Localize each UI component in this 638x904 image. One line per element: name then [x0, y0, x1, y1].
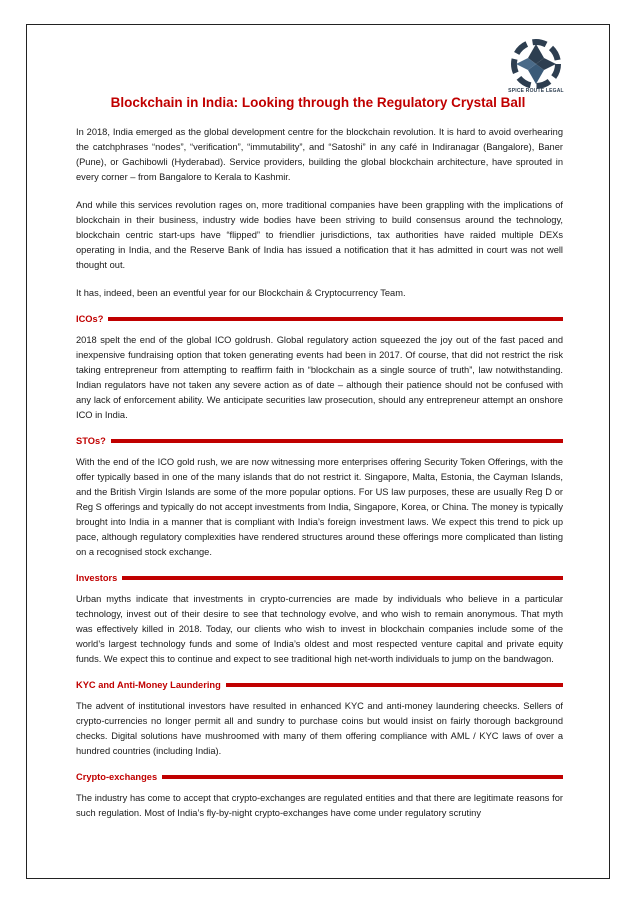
- section-paragraph: 2018 spelt the end of the global ICO goldrush. Global regulatory action squeezed the joy out of the fast paced and inexpensive fundraising option that token generating events had been in 2017. Of course, that did not restrict the risk taking entrepreneur from attempting to reaffirm faith in “blockchain as a single source of truth”, law notwithstanding. Indian regulators have not taken any severe action as of date – although their patience should not be confused with any lack of enforcement ability. We anticipate securities law prosecution, should any entrepreneur attempt an onshore ICO in India.: [76, 335, 563, 420]
- section-heading-crypto-exchanges: [76, 772, 563, 782]
- heading-rule: [108, 317, 563, 321]
- section-paragraph: The industry has come to accept that crypto-exchanges are regulated entities and that there are legitimate reasons for such regulation. Most of India’s fly-by-night crypto-exchanges have come under regulatory scrutiny: [76, 793, 563, 818]
- intro-paragraph: In 2018, India emerged as the global development centre for the blockchain revolution. It is hard to avoid overhearing the catchphrases “nodes”, “verification”, “immutability”, and “Satoshi” in any café in Indiranagar (Bangalore), Baner (Pune), or Gachibowli (Hyderabad). Service providers, building the global blockchain architecture, have sprouted in every corner – from Bangalore to Kerala to Kashmir.: [76, 127, 563, 182]
- section-heading-label: Crypto-exchanges: [76, 772, 158, 782]
- intro-paragraph: It has, indeed, been an eventful year for our Blockchain & Cryptocurrency Team.: [76, 288, 406, 298]
- intro-paragraph: And while this services revolution rages on, more traditional companies have been grappling with the implications of blockchain in their business, industry wide bodies have been striving to build consensus around the technology, blockchain centric start-ups have “flipped” to friendlier jurisdictions, tax authorities have raided multiple DEXs operating in India, and the Reserve Bank of India has issued a notification that it has admitted in court was not well thought out.: [76, 200, 563, 270]
- section-heading-label: STOs?: [76, 436, 106, 446]
- section-heading-label: Investors: [76, 573, 118, 583]
- section-heading-stos: [76, 436, 563, 446]
- section-heading-icos: [76, 314, 563, 324]
- section-heading-kyc-aml: [76, 680, 563, 690]
- section-heading-investors: [76, 573, 563, 583]
- section-paragraph: With the end of the ICO gold rush, we are now witnessing more enterprises offering Security Token Offerings, with the offer typically based in one of the many islands that do not restrict it. Singapore, Malta, Estonia, the Cayman Islands, and the British Virgin Islands are some of the more popular options. For US law purposes, these are usually Reg D or Reg S offerings and typically do not accept investments from India, Singapore, Korea, or China. The money is typically brought into India in a manner that is compliant with India’s foreign investment laws. We expect this trend to pick up pace, although regulatory complexities have rendered structures around these offerings more complicated than listing on a recognised stock exchange.: [76, 457, 563, 557]
- heading-rule: [111, 439, 563, 443]
- section-paragraph: The advent of institutional investors have resulted in enhanced KYC and anti-money laundering cheecks. Sellers of crypto-currencies no longer permit all and sundry to purchase coins but would insist on fairly thorough background checks. Digital solutions have mushroomed with many of them offering compliance with AML / KYC laws of over a hundred countries (including India).: [76, 701, 563, 756]
- logo-text: SPICE ROUTE LEGAL: [508, 88, 564, 94]
- heading-rule: [226, 683, 563, 687]
- document-body: [76, 125, 563, 834]
- section-paragraph: Urban myths indicate that investments in crypto-currencies are made by individuals who believe in a particular technology, invest out of their desire to see that technology evolve, and who wish to remain anonymous. That myth was effectively killed in 2018. Today, our clients who wish to invest in blockchain companies include some of the world’s largest technology funds and some of India’s oldest and most respected venture capital and private equity funds. We expect this to continue and expect to see traditional high net-worth individuals to jump on the bandwagon.: [76, 594, 563, 664]
- section-heading-label: KYC and Anti-Money Laundering: [76, 680, 221, 690]
- heading-rule: [162, 775, 563, 779]
- heading-rule: [122, 576, 563, 580]
- section-heading-label: ICOs?: [76, 314, 104, 324]
- document-title: Blockchain in India: Looking through the Regulatory Crystal Ball: [110, 95, 526, 110]
